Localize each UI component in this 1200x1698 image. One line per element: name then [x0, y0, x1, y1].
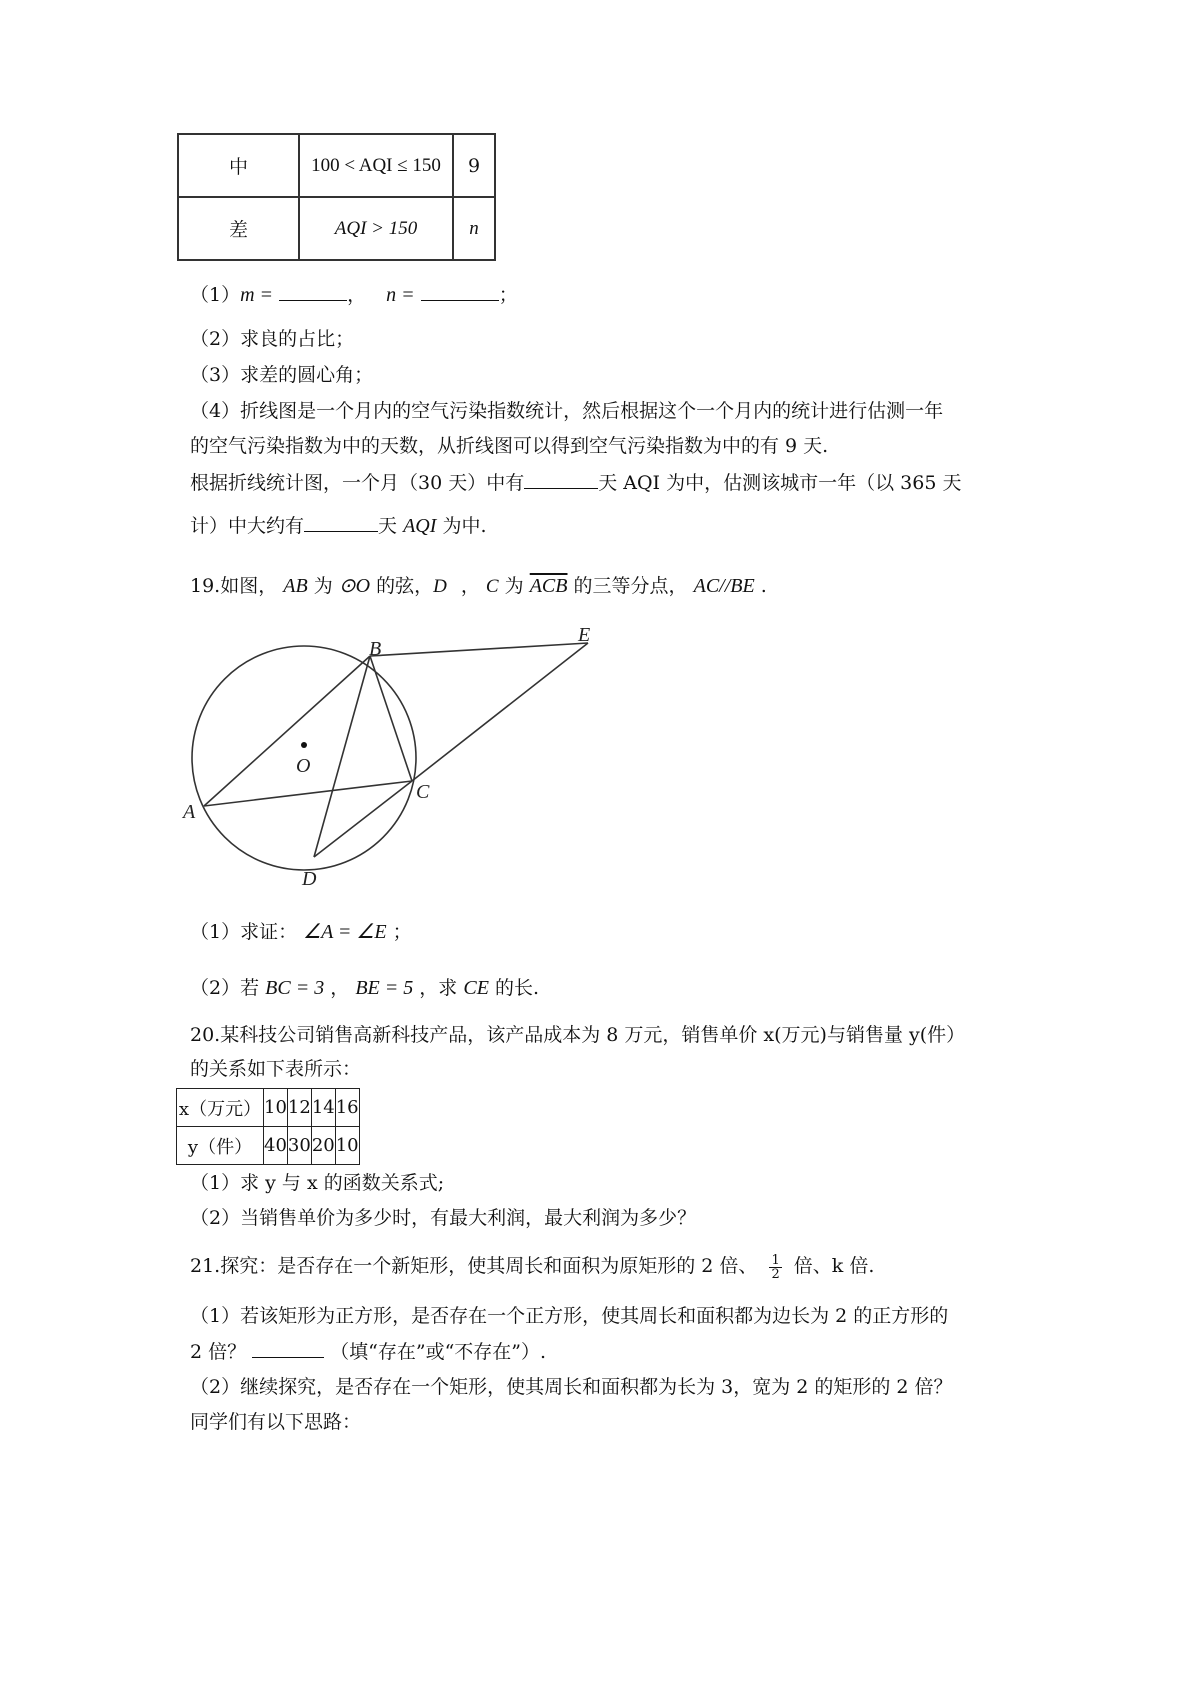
segment-ab: [204, 656, 370, 806]
q21-part1-line2: 2 倍？ （填“存在”或“不存在”）.: [190, 1337, 546, 1366]
q20-part1: （1）求 y 与 x 的函数关系式;: [190, 1172, 445, 1194]
table-row: [177, 1089, 360, 1127]
q18-part1: （1）m = ， n = ；: [190, 280, 518, 309]
x-header-cell: x（万元）: [177, 1089, 264, 1127]
segment-ce: [412, 643, 588, 781]
segment-bd: [314, 656, 370, 857]
label-e: E: [578, 624, 591, 646]
q19-part1: （1）求证： ∠A = ∠E ；: [190, 921, 412, 943]
q18-part4-line1: （4）折线图是一个月内的空气污染指数统计，然后根据这个一个月内的统计进行估测一年: [190, 400, 944, 422]
table-row: [178, 134, 495, 197]
q20-stem-line1: 20.某科技公司销售高新科技产品，该产品成本为 8 万元，销售单价 x(万元)与销售量 y(件）: [190, 1024, 966, 1046]
table-row: [178, 197, 495, 260]
q20-part2: （2）当销售单价为多少时，有最大利润，最大利润为多少？: [190, 1207, 697, 1229]
label-b: B: [369, 638, 382, 660]
q21-stem: 21.探究：是否存在一个新矩形，使其周长和面积为原矩形的 2 倍、 $\frac{1}{2}$ 倍、k 倍.: [190, 1252, 875, 1282]
q21-part2-line2: 同学们有以下思路：: [190, 1411, 362, 1433]
label-d: D: [302, 868, 317, 890]
segment-be: [370, 643, 588, 656]
q21-part1-line1: （1）若该矩形为正方形，是否存在一个正方形，使其周长和面积都为边长为 2 的正方形的: [190, 1305, 949, 1327]
figure-segments: [204, 643, 588, 857]
fraction-one-half: $\frac{1}{2}$: [771, 1252, 780, 1282]
table-cell: 10: [264, 1089, 288, 1127]
label-c: C: [416, 781, 430, 803]
table-cell: 40: [264, 1127, 288, 1165]
segment-bc: [370, 656, 412, 781]
q21-part2-line1: （2）继续探究，是否存在一个矩形，使其周长和面积都为长为 3，宽为 2 的矩形的 2 倍？: [190, 1376, 953, 1398]
table-cell: 20: [311, 1127, 335, 1165]
table-cell: 16: [335, 1089, 359, 1127]
table-cell: 30: [287, 1127, 311, 1165]
answer-blank: [304, 511, 378, 532]
table-cell: 10: [335, 1127, 359, 1165]
aqi-level-cell: 差: [178, 197, 299, 260]
label-o: O: [296, 755, 311, 777]
center-point: [301, 742, 307, 748]
q18-part4-line4: 计）中大约有 天 AQI 为中.: [190, 511, 487, 540]
q18-part3: （3）求差的圆心角；: [190, 364, 374, 386]
q19-part2: （2）若 BC = 3 ， BE = 5 ，求 CE 的长.: [190, 977, 540, 999]
y-header-cell: y（件）: [177, 1127, 264, 1165]
price-quantity-table: [176, 1088, 360, 1165]
answer-blank: [252, 1337, 324, 1358]
aqi-level-cell: 中: [178, 134, 299, 197]
answer-blank: [279, 280, 347, 301]
q18-part4-line3: 根据折线统计图，一个月（30 天）中有 天 AQI 为中，估测该城市一年（以 365 天: [190, 468, 961, 497]
answer-blank: [421, 280, 499, 301]
q18-part2: （2）求良的占比；: [190, 328, 355, 350]
q19-stem: 19.如图， AB 为 ⊙O 的弦，D ， C 为 $\overline{ACB}$ 的三等分点， AC//BE .: [190, 575, 767, 597]
segment-ac: [204, 781, 412, 806]
label-a: A: [183, 801, 196, 823]
circle-geometry-figure: [180, 620, 640, 900]
aqi-count-cell: 9: [453, 134, 495, 197]
aqi-count-cell: n: [453, 197, 495, 260]
table-cell: 12: [287, 1089, 311, 1127]
aqi-table: [177, 133, 496, 261]
table-row: [177, 1127, 360, 1165]
q20-stem-line2: 的关系如下表所示：: [190, 1058, 362, 1080]
aqi-range-cell: 100 < AQI ≤ 150: [299, 134, 453, 197]
table-cell: 14: [311, 1089, 335, 1127]
aqi-range-cell: AQI > 150: [299, 197, 453, 260]
answer-blank: [524, 468, 598, 489]
q18-part4-line2: 的空气污染指数为中的天数，从折线图可以得到空气污染指数为中的有 9 天.: [190, 435, 829, 457]
